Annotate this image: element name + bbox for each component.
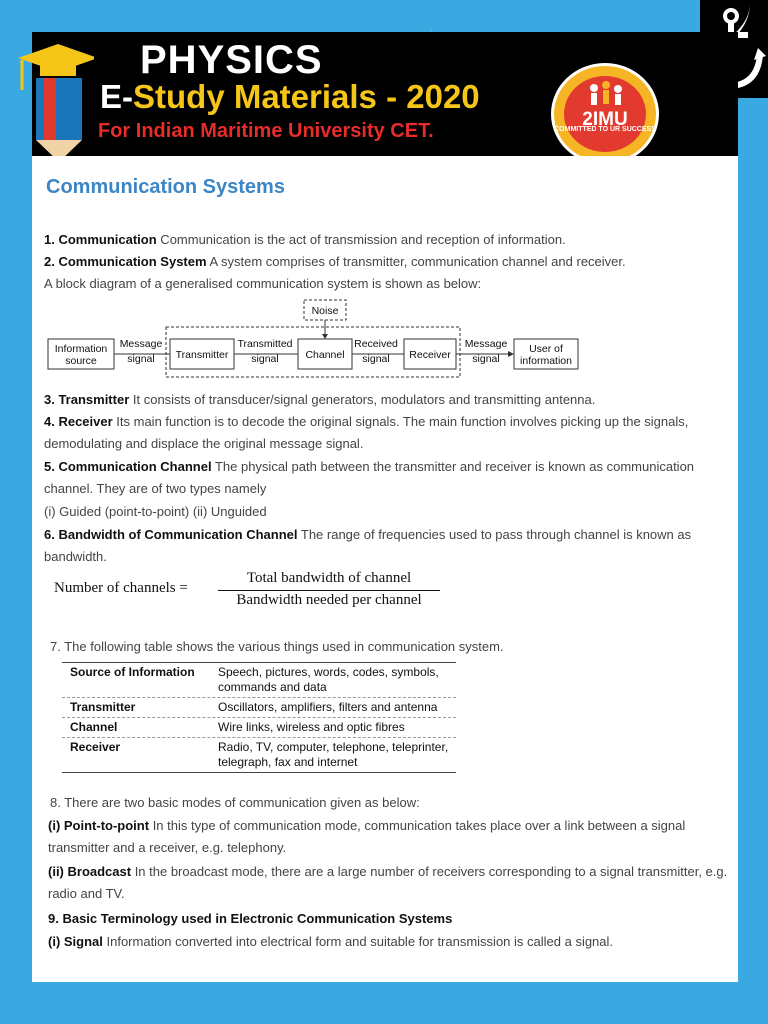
graduation-pencil-logo [14, 42, 94, 164]
noise-label: Noise [311, 305, 339, 317]
item-modes-intro: 8. There are two basic modes of communication given as below: [50, 795, 420, 810]
item-communication [44, 229, 734, 251]
table-key: Channel [70, 720, 118, 734]
table-row [62, 698, 456, 718]
item-table-intro: 7. The following table shows the various things used in communication system. [50, 639, 504, 654]
item-signal [48, 931, 738, 953]
item-bandwidth [44, 524, 734, 568]
table-value: Speech, pictures, words, codes, symbols, commands and data [218, 665, 439, 694]
message-signal-label-2: signal [127, 353, 155, 365]
table-value: Oscillators, amplifiers, filters and antenna [218, 700, 438, 714]
fraction-bar [218, 590, 440, 591]
logo-letter: E- [100, 78, 133, 115]
transmitter-label: Transmitter [175, 349, 229, 361]
item-text: In the broadcast mode, there are a large number of receivers corresponding to a signal transmitter, e.g. radio and TV. [48, 864, 728, 901]
table-key: Receiver [70, 740, 121, 754]
message-out-label-1: Message [464, 338, 508, 350]
badge-brand: 2IMU [582, 109, 628, 130]
badge-tagline: COMMITTED TO UR SUCCESS [554, 126, 656, 133]
item-heading: (i) Point-to-point [48, 818, 150, 833]
section-title: Communication Systems [46, 176, 285, 198]
message-out-label-2: signal [472, 353, 500, 365]
block-diagram [46, 298, 606, 378]
item-point-to-point [48, 815, 738, 859]
header-subtitle: For Indian Maritime University CET. [98, 120, 434, 142]
study-materials-title [100, 78, 480, 116]
item-communication-system [44, 251, 734, 273]
receiver-label: Receiver [409, 349, 451, 361]
formula-denominator: Bandwidth needed per channel [236, 592, 422, 608]
item-heading: 9. Basic Terminology used in Electronic Communication Systems [48, 911, 453, 926]
user-label-2: information [520, 355, 572, 367]
item-heading: 4. Receiver [44, 414, 113, 429]
table-key: Source of Information [70, 665, 195, 679]
transmitted-signal-label-2: signal [251, 353, 279, 365]
user-label-1: User of [529, 343, 563, 355]
item-text: A system comprises of transmitter, communication channel and receiver. [206, 254, 626, 269]
received-signal-label-2: signal [362, 353, 390, 365]
channel-types: (i) Guided (point-to-point) (ii) Unguided [44, 504, 267, 519]
item-heading: 5. Communication Channel [44, 459, 212, 474]
components-table [62, 662, 456, 773]
item-text: It consists of transducer/signal generators, modulators and transmitting antenna. [129, 392, 596, 407]
table-key: Transmitter [70, 700, 136, 714]
2imu-badge [551, 63, 659, 165]
item-heading: (ii) Broadcast [48, 864, 132, 879]
table-row [62, 663, 456, 698]
study-materials-text: Study Materials - 2020 [133, 78, 480, 115]
table-value: Wire links, wireless and optic fibres [218, 720, 405, 734]
item-heading: (i) Signal [48, 934, 103, 949]
item-receiver [44, 411, 734, 455]
formula-numerator: Total bandwidth of channel [246, 570, 412, 586]
table-row [62, 718, 456, 738]
item-terminology [48, 908, 738, 930]
item-heading: 3. Transmitter [44, 392, 130, 407]
formula-lhs: Number of channels = [54, 580, 188, 596]
transmitted-signal-label-1: Transmitted [237, 338, 293, 350]
message-signal-label-1: Message [119, 338, 163, 350]
subject-title: PHYSICS [140, 38, 323, 82]
item-text: Communication is the act of transmission and reception of information. [156, 232, 566, 247]
received-signal-label-1: Received [354, 338, 398, 350]
info-source-label-1: Information [54, 343, 108, 355]
item-text: Its main function is to decode the original signals. The main function involves picking up the signals, demodulating and displace the original message signal. [44, 414, 689, 451]
item-text: In this type of communication mode, communication takes place over a link between a signal transmitter and a receiver, e.g. telephony. [48, 818, 686, 855]
table-value: Radio, TV, computer, telephone, teleprinter, telegraph, fax and internet [218, 740, 449, 769]
item-text: Information converted into electrical form and suitable for transmission is called a signal. [102, 934, 614, 949]
figures-icon [564, 76, 646, 110]
item-text: The range of frequencies used to pass through channel is known as bandwidth. [44, 527, 692, 564]
item-heading: 6. Bandwidth of Communication Channel [44, 527, 298, 542]
diagram-intro: A block diagram of a generalised communication system is shown as below: [44, 276, 482, 291]
info-source-label-2: source [65, 355, 97, 367]
item-heading: 1. Communication [44, 232, 157, 247]
item-heading: 2. Communication System [44, 254, 207, 269]
item-communication-channel [44, 456, 734, 500]
item-transmitter [44, 389, 734, 411]
channel-label: Channel [305, 349, 345, 361]
item-broadcast [48, 861, 738, 905]
table-row [62, 738, 456, 772]
item-text: The physical path between the transmitter and receiver is known as communication channel. They are of two types namely [44, 459, 695, 496]
